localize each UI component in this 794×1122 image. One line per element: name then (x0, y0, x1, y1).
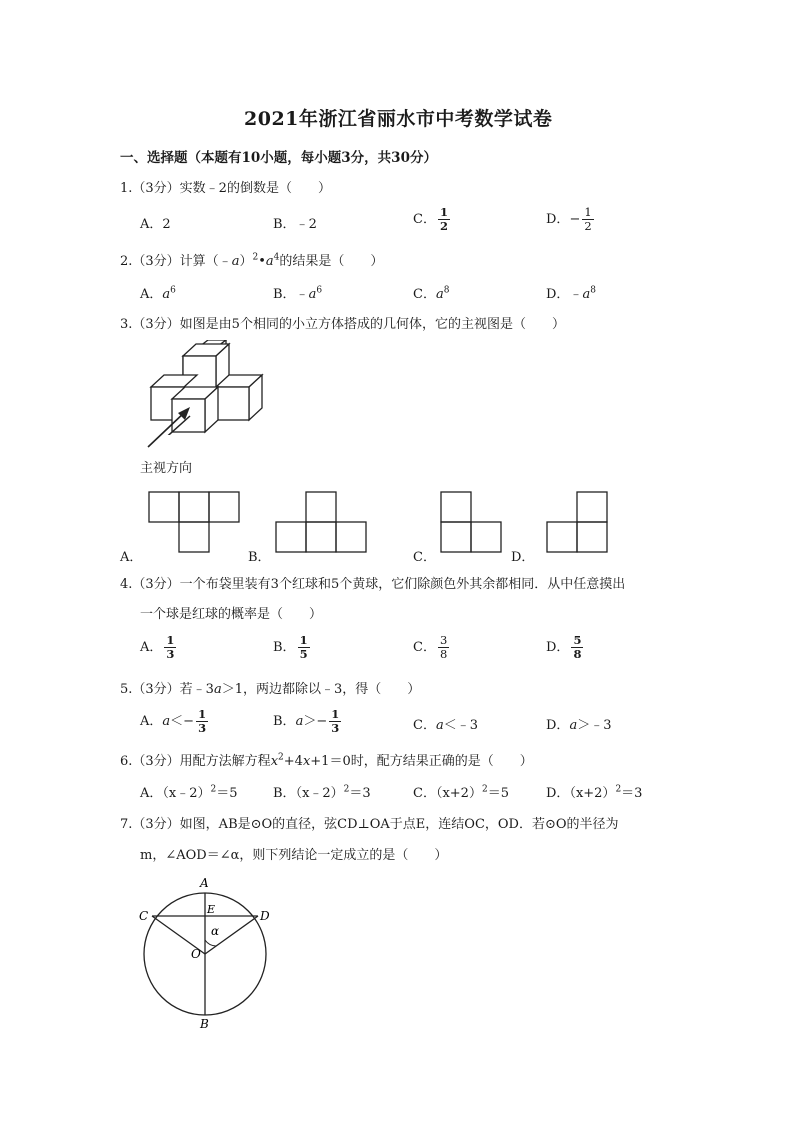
q3-option-d-figure[interactable] (546, 491, 610, 555)
question-3-stem: 3.（3分）如图是由5个相同的小立方体搭成的几何体，它的主视图是（ ） (120, 317, 565, 332)
q6-option-a[interactable]: A．（x﹣2）$^2$＝5 (140, 784, 238, 801)
q3-option-d-label[interactable]: D． (511, 550, 535, 565)
q6-option-b[interactable]: B．（x﹣2）$^2$＝3 (273, 784, 371, 801)
question-4-stem-line1: 4.（3分）一个布袋里装有3个红球和5个黄球，它们除颜色外其余都相同．从中任意摸出 (120, 577, 626, 592)
q3-option-b-label[interactable]: B． (248, 550, 271, 565)
q3-option-a-label[interactable]: A． (120, 550, 143, 565)
label-o: O (191, 947, 201, 961)
q4-option-c[interactable]: C． $\frac{3}{8}$ (413, 633, 448, 661)
q5-option-a[interactable]: A．a＜− $\frac{1}{3}$ (140, 707, 207, 735)
fraction: $\frac{5}{8}$ (573, 633, 582, 661)
q2-option-c[interactable]: C．$a^8$ (413, 285, 450, 302)
label-c: C (139, 909, 149, 923)
question-4-stem-line2: 一个球是红球的概率是（ ） (140, 607, 323, 622)
label-d: D (260, 909, 270, 923)
q6-option-d[interactable]: D．$(x+2)^2=3$ (546, 784, 643, 801)
q4-option-b[interactable]: B． $\frac{1}{5}$ (273, 633, 308, 661)
label-b: B (200, 1017, 209, 1031)
arrow-head (178, 407, 190, 420)
q4-option-a[interactable]: A． $\frac{1}{3}$ (140, 633, 175, 661)
label-alpha: α (211, 924, 220, 938)
question-7-stem-line2: m，∠AOD＝∠α，则下列结论一定成立的是（ ） (140, 848, 448, 863)
q6-option-c[interactable]: C．$(x+2)^2=5$ (413, 784, 509, 801)
q2-option-a[interactable]: A．$a^6$ (140, 285, 176, 302)
fraction: $\frac{1}{3}$ (331, 707, 340, 735)
option-label: D． (546, 212, 570, 227)
fraction: $\frac{1}{3}$ (166, 633, 175, 661)
q1-option-d[interactable] (546, 206, 596, 233)
option-value: ﹣2 (295, 217, 317, 232)
question-7-stem-line1: 7.（3分）如图，AB是⊙O的直径，弦CD⊥OA于点E，连结OC，OD．若⊙O的半径为 (120, 817, 619, 832)
arrow-figure (140, 405, 200, 455)
section-heading: 一、选择题（本题有10小题，每小题3分，共30分） (120, 150, 437, 166)
option-value: 2 (162, 217, 171, 232)
question-1-stem: 1.（3分）实数﹣2的倒数是（ ） (120, 181, 331, 196)
arrow-shaft (148, 411, 186, 447)
fraction: $\frac{1}{2}$ (439, 205, 448, 233)
q1-option-b[interactable] (273, 213, 317, 232)
option-label: A． (140, 217, 163, 232)
option-label: B． (273, 217, 296, 232)
q2-option-d[interactable]: D．$﹣a^8$ (546, 285, 596, 302)
sign: − (569, 212, 581, 227)
label-e: E (207, 903, 216, 916)
view-direction-label: 主视方向 (140, 461, 193, 476)
question-6-stem: 6.（3分）用配方法解方程$x^2+4x+1=0$时，配方结果正确的是（ ） (120, 752, 533, 769)
q3-option-c-figure[interactable] (440, 491, 504, 555)
angle-alpha-arc (205, 940, 216, 946)
q5-option-c[interactable]: C．a＜﹣3 (413, 718, 478, 733)
page-title: 2021年浙江省丽水市中考数学试卷 (244, 108, 553, 130)
label-a: A (200, 876, 209, 890)
q3-option-c-label[interactable]: C． (413, 550, 436, 565)
question-5-stem: 5.（3分）若﹣3a＞1，两边都除以﹣3，得（ ） (120, 682, 421, 697)
question-2-stem: 2.（3分）计算$(﹣a)^2•a^4$的结果是（ ） (120, 252, 384, 269)
fraction: $\frac{1}{2}$ (584, 205, 592, 233)
q4-option-d[interactable]: D． $\frac{5}{8}$ (546, 633, 582, 661)
option-label: C． (413, 212, 436, 227)
circle-figure (135, 872, 285, 1032)
q5-option-d[interactable]: D．a＞﹣3 (546, 718, 612, 733)
fraction: $\frac{1}{3}$ (198, 707, 207, 735)
q5-option-b[interactable]: B．a＞− $\frac{1}{3}$ (273, 707, 340, 735)
fraction: $\frac{3}{8}$ (439, 633, 448, 661)
q3-option-b-figure[interactable] (275, 491, 369, 555)
q1-option-c[interactable] (413, 206, 452, 233)
fraction: $\frac{1}{5}$ (299, 633, 308, 661)
q1-option-a[interactable] (140, 213, 171, 232)
q2-option-b[interactable]: B．$﹣a^6$ (273, 285, 323, 302)
q3-option-a-figure[interactable] (148, 491, 242, 555)
